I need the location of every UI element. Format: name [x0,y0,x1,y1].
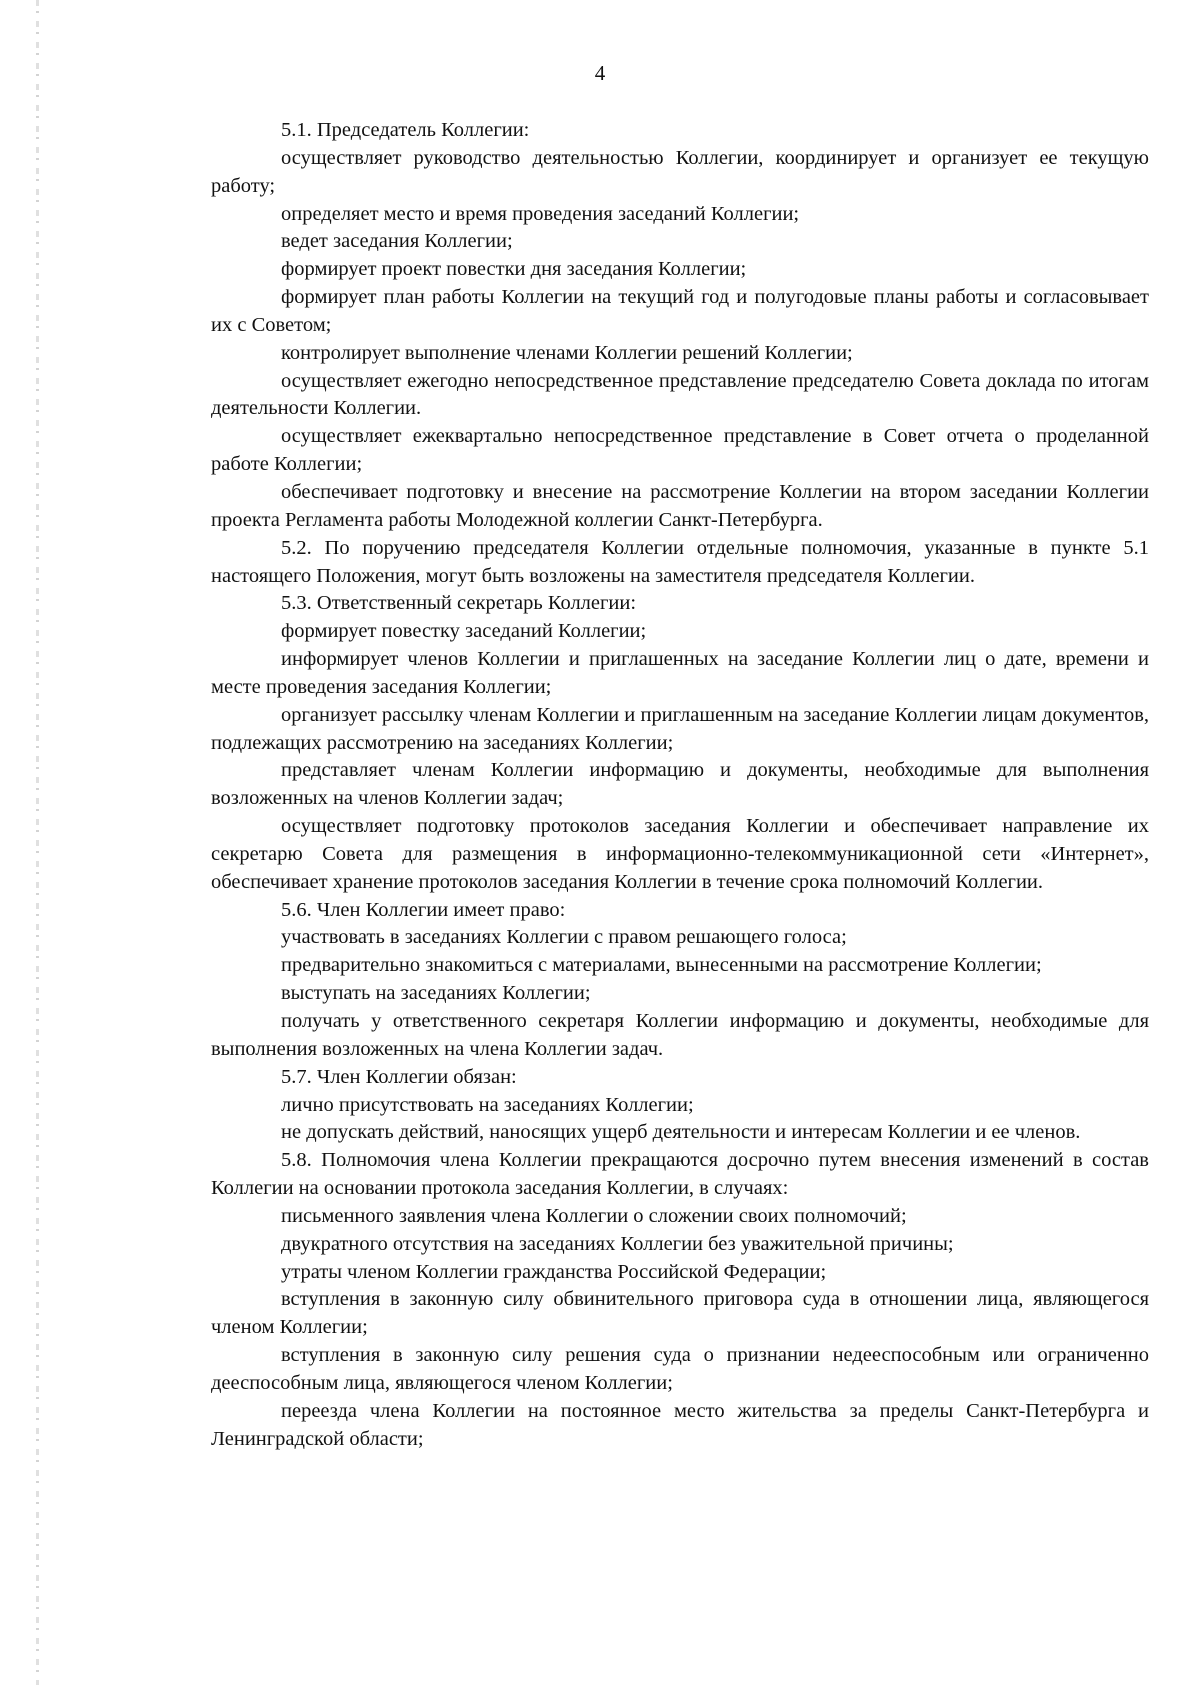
paragraph: 5.2. По поручению председателя Коллегии отдельные полномочия, указанные в пункте 5.1 настоящего Положения, могут быть возложены на заместителя председателя Коллегии. [211,536,1149,587]
paragraph: осуществляет ежеквартально непосредственное представление в Совет отчета о проделанной работе Коллегии; [211,425,1149,476]
paragraph: ведет заседания Коллегии; [281,230,513,253]
document-body [211,117,1149,1454]
scan-edge-artifact [36,0,39,1685]
paragraph: определяет место и время проведения заседаний Коллегии; [281,202,800,225]
paragraph: не допускать действий, наносящих ущерб деятельности и интересам Коллегии и ее членов. [281,1121,1081,1144]
paragraph: письменного заявления члена Коллегии о сложении своих полномочий; [281,1204,907,1227]
paragraph: 5.1. Председатель Коллегии: [281,119,530,141]
paragraph: формирует повестку заседаний Коллегии; [281,620,647,643]
page-number: 4 [594,61,606,85]
paragraph: формирует проект повестки дня заседания Коллегии; [281,258,747,281]
paragraph: вступления в законную силу решения суда о признании недееспособным или ограниченно дееспособным лица, являющегося членом Коллегии; [211,1344,1149,1394]
paragraph: обеспечивает подготовку и внесение на рассмотрение Коллегии на втором заседании Коллегии проекта Регламента работы Молодежной коллегии Санкт-Петербурга. [211,480,1149,531]
paragraph: осуществляет ежегодно непосредственное представление председателю Совета доклада по итогам деятельности Коллегии. [211,369,1149,420]
paragraph: переезда члена Коллегии на постоянное место жительства за пределы Санкт-Петербурга и Ленинградской области; [211,1399,1149,1450]
paragraph: 5.6. Член Коллегии имеет право: [281,898,566,921]
paragraph: лично присутствовать на заседаниях Коллегии; [281,1093,694,1116]
paragraph: участвовать в заседаниях Коллегии с правом решающего голоса; [281,926,847,949]
paragraph: предварительно знакомиться с материалами, вынесенными на рассмотрение Коллегии; [281,954,1042,977]
paragraph: выступать на заседаниях Коллегии; [281,982,591,1005]
paragraph: 5.8. Полномочия члена Коллегии прекращаются досрочно путем внесения изменений в состав Коллегии на основании протокола заседания Коллегии, в случаях: [211,1149,1149,1200]
paragraph: организует рассылку членам Коллегии и приглашенным на заседание Коллегии лицам документов, подлежащих рассмотрению на заседаниях Коллегии; [211,703,1149,754]
paragraph: утраты членом Коллегии гражданства Российской Федерации; [281,1260,827,1283]
paragraph: информирует членов Коллегии и приглашенных на заседание Коллегии лиц о дате, времени и месте проведения заседания Коллегии; [211,648,1149,698]
paragraph: 5.3. Ответственный секретарь Коллегии: [281,592,637,615]
paragraph: 5.7. Член Коллегии обязан: [281,1065,517,1088]
paragraph: вступления в законную силу обвинительного приговора суда в отношении лица, являющегося членом Коллегии; [211,1288,1149,1339]
paragraph: получать у ответственного секретаря Коллегии информацию и документы, необходимые для выполнения возложенных на члена Коллегии задач. [211,1010,1149,1060]
paragraph: осуществляет подготовку протоколов заседания Коллегии и обеспечивает направление их секретарю Совета для размещения в информационно-телекоммуникационной сети «Интернет», обеспечивает хранение протоколов заседания Коллегии в течение срока полномочий Коллегии. [211,815,1149,893]
paragraph: контролирует выполнение членами Коллегии решений Коллегии; [281,341,853,364]
paragraph: двукратного отсутствия на заседаниях Коллегии без уважительной причины; [281,1232,954,1255]
paragraph: формирует план работы Коллегии на текущий год и полугодовые планы работы и согласовывает их с Советом; [211,286,1149,336]
paragraph: осуществляет руководство деятельностью Коллегии, координирует и организует ее текущую работу; [211,146,1149,197]
paragraph: представляет членам Коллегии информацию и документы, необходимые для выполнения возложенных на членов Коллегии задач; [211,759,1149,810]
